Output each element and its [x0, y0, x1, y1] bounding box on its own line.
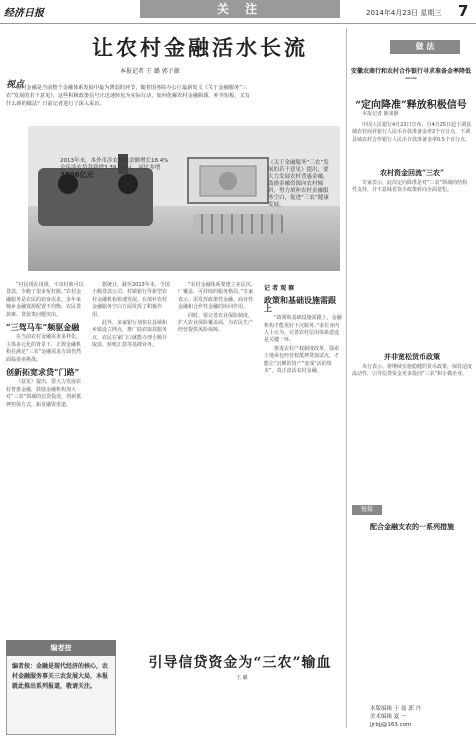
- commentary-author: 王 璐: [236, 675, 248, 681]
- sidebar-paragraph: 央行表示，将继续实施稳健的货币政策，保持适度流动性，引导信贷资金更多投向“三农”和小微企业。: [352, 364, 473, 378]
- lede-paragraph: 农村金融是当前整个金融体系发展中最为薄弱的环节，随着国务院办公厅最新发文《关于金融服务“三农”发展的若干意见》，这些积极政策信号正迅速转化为实际行动，如何化解农村金融瓶颈、补齐短板，又有什么新的做法？日前记者进行了深入采访。: [6, 85, 250, 107]
- issue-date: 2014年4月23日 星期三: [366, 9, 442, 17]
- editors-note-heading: 编者按: [6, 640, 116, 656]
- sidebar-body-3: [352, 364, 472, 380]
- credit-designer: 美术编辑 夏 一: [370, 714, 407, 720]
- column-3: [178, 282, 256, 336]
- sidebar-kicker: 安徽农商行和农村合作银行寻求准备金率降低——: [350, 68, 471, 82]
- commentary-headline: 引导信贷资金为“三农”输血: [148, 655, 332, 671]
- paper-name: 经济日报: [4, 8, 44, 19]
- col1-paragraph: 在当前农村金融需求多样化、主体多元化的背景下，正规金融机构在满足“三农”金融需求方面仍然面临诸多挑战。: [6, 334, 82, 363]
- main-headline: 让农村金融活水长流: [92, 35, 308, 60]
- editors-note-text: 编者按：金融是现代经济的核心，农村金融服务事关三农发展大局，本报就此推出系列报道，敬请关注。: [12, 663, 109, 690]
- sidebar-body-2: [352, 180, 472, 196]
- column-4: [264, 282, 342, 376]
- col3-paragraph: “农村金融体系要建立多层次、广覆盖、可持续的服务格局。”专家表示，需发挥政策性金融、商业性金融和合作性金融的协同作用。: [178, 282, 256, 311]
- column-2: [92, 282, 170, 351]
- sidebar-headline: “定向降准”释放积极信号: [355, 100, 467, 111]
- col3-paragraph: 同时，要完善农业保险制度，扩大农业保险覆盖面，为农民生产经营提供风险保障。: [178, 312, 254, 334]
- sidebar-label-1: 农村资金回流“三农”: [379, 168, 445, 177]
- credit-email: jjrbjj@163.com: [370, 722, 412, 728]
- hero-caption-stats: [60, 158, 180, 179]
- sidebar-label-2: 并非宽松货币政策: [384, 352, 440, 361]
- col4-paragraph: “政策和基础设施需跟上，金融机构才能更好下沉服务。”多位业内人士认为，完善农村信用体系建设是关键一环。: [264, 315, 342, 344]
- section-tab: 关 注: [140, 0, 340, 18]
- hero-caption-policy: 《关于金融服务“三农”发展的若干意见》提出，要大力发展农村普惠金融，鼓励金融资源向农村倾斜，努力填补农村金融服务空白，促进“三农”健康发展。: [268, 160, 329, 208]
- sidebar-label-3: 配合金融支农的一系列措施: [370, 522, 454, 531]
- col2-paragraph: 此外，多家银行加快在县域和乡镇设立网点，推广助农取款服务点，农民在家门口就能办理小额存取款、转账汇款等基础业务。: [92, 320, 168, 349]
- stat-line-2: 全年涉农贷款新增3.39万亿元，同比多增: [60, 165, 161, 171]
- credit-editor: 本版编辑 于 瑶 郭 丹: [370, 706, 421, 712]
- sidebar-link-tag: 链接: [352, 505, 382, 515]
- sidebar-paragraph: 中国人民银行4月22日宣布，自4月25日起下调县域农村商业银行人民币存款准备金率2个百分点，下调县域农村合作银行人民币存款准备金率0.5个百分点。: [352, 122, 472, 143]
- col4-label: 记 者 观 察: [264, 285, 295, 292]
- sidebar-divider: [346, 28, 347, 728]
- col1-subhead: “三驾马车”频驱金融: [6, 322, 80, 333]
- masthead: [0, 0, 476, 24]
- coins-icon: [193, 214, 283, 234]
- page-credits: [370, 705, 474, 729]
- col1-paragraph: “村民现在用钱，不出村就可以贷款，少跑了很多冤枉路。”农村金融服务是农民的切身需求，多年来城乡金融资源配置不均衡，农民贷款难、贷款贵问题突出。: [6, 282, 84, 318]
- sidebar-paragraph: 专家表示，此次定向降准是对“三农”领域的结构性支持，并不意味着货币政策转向全面宽松。: [352, 180, 468, 194]
- main-byline: 本报记者 王 璐 郭子源: [120, 68, 180, 75]
- col4-headline: 政策和基础设施需跟上: [264, 295, 336, 313]
- sidebar-byline: 本报记者 陈果静: [362, 111, 399, 117]
- lede-tag: 视点: [6, 77, 28, 89]
- col1-subhead-2: 创新拓宽求贷“门路”: [6, 367, 80, 378]
- col2-paragraph: 据统计，截至2013年末，全国小额贷款公司、村镇银行等新型农村金融机构快速发展，在填补农村金融服务空白方面发挥了积极作用。: [92, 282, 170, 318]
- stat-line-3: 3806亿元: [60, 171, 94, 179]
- page-number: 7: [458, 2, 469, 20]
- col4-paragraph: 推进农村产权制度改革，探索土地承包经营权抵押贷款试点，才能让“沉睡的资产”变成“活的资本”，真正盘活农村金融。: [264, 345, 340, 375]
- column-1: [6, 282, 84, 410]
- sidebar-section-tag: 做 法: [390, 40, 460, 54]
- sidebar-body-1: [352, 122, 472, 145]
- stat-line-1: 2013年末，本外币涉农贷款余额增长18.4%: [60, 158, 169, 164]
- col1-paragraph: 《意见》提出，要大力发展农村普惠金融，鼓励金融机构加大对“三农”领域的信贷投放，创新抵押担保方式，拓宽融资渠道。: [6, 379, 82, 408]
